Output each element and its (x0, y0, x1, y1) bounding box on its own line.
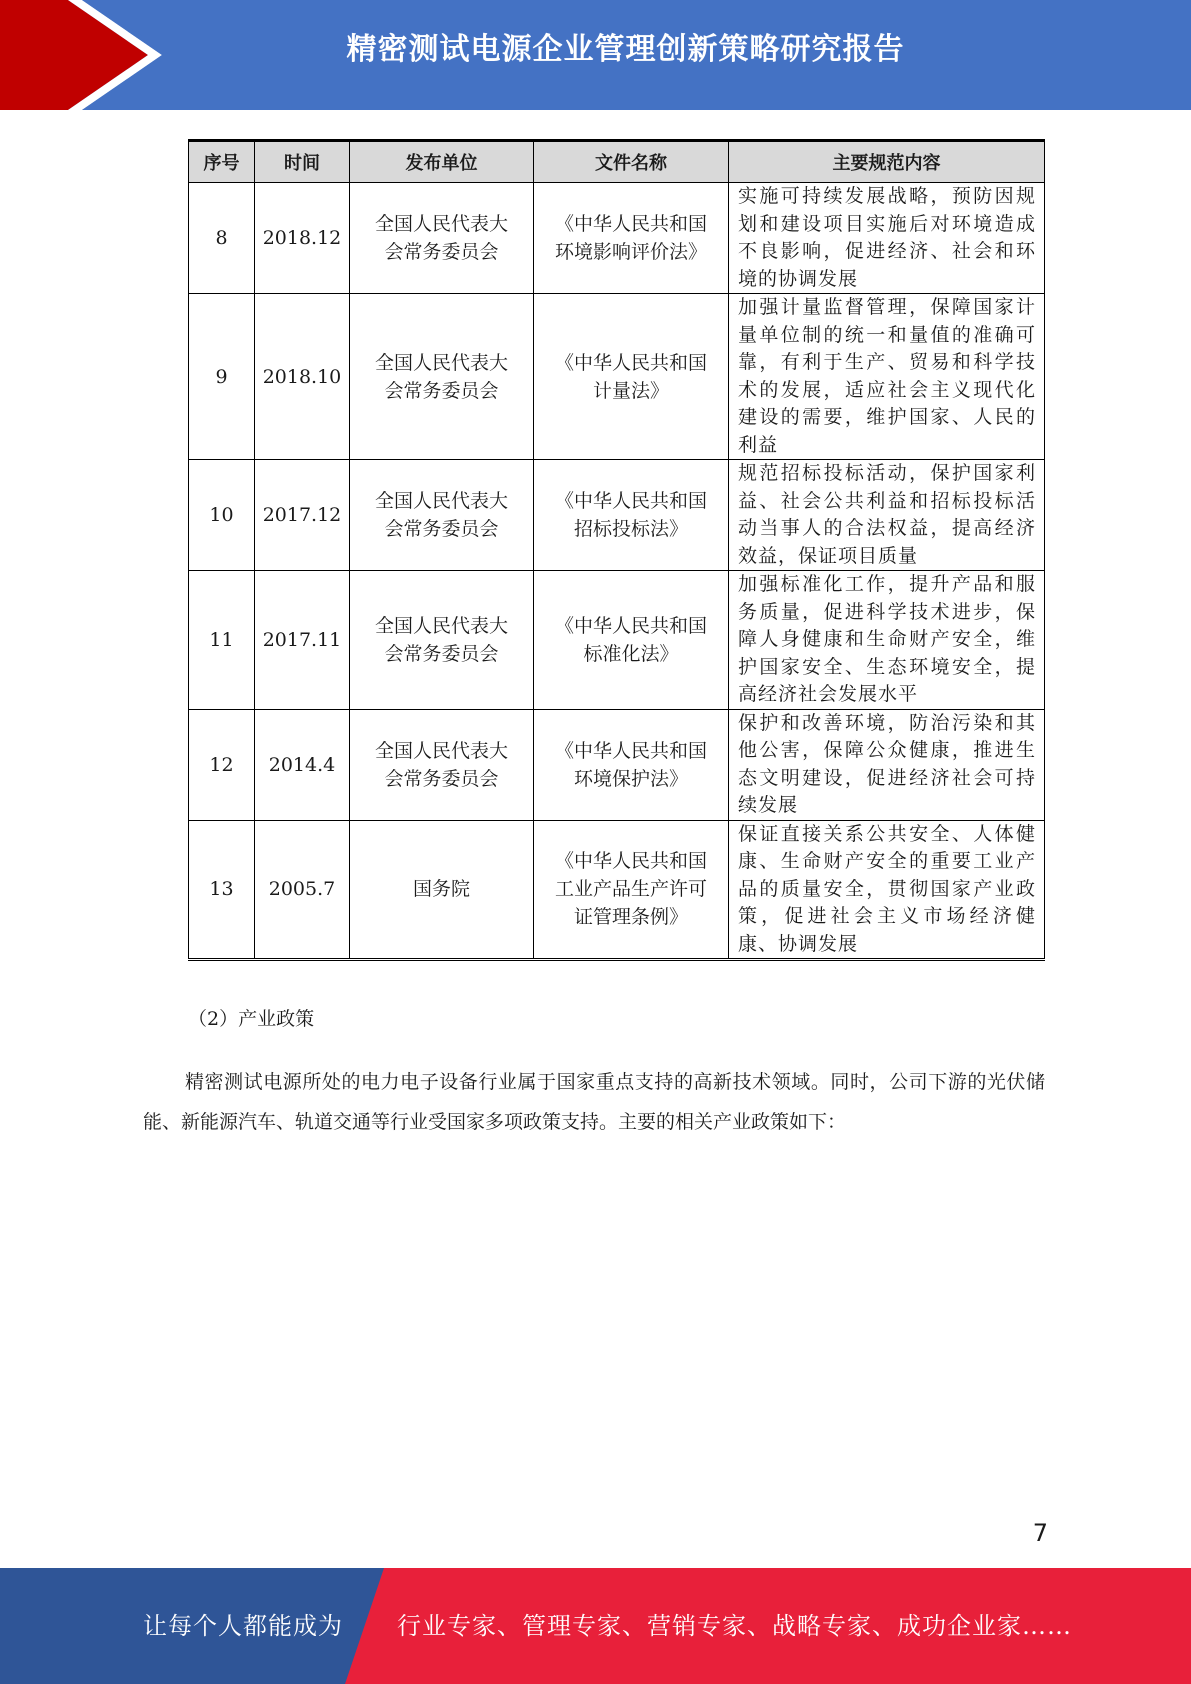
cell-time: 2014.4 (255, 709, 350, 820)
page-number: 7 (1032, 1519, 1048, 1547)
footer-slogan-right: 行业专家、管理专家、营销专家、战略专家、成功企业家…… (397, 1612, 1072, 1640)
document-text: 《中华人民共和国环境影响评价法》 (554, 213, 707, 263)
cell-document (534, 183, 729, 294)
cell-document (534, 294, 729, 460)
document-text: 《中华人民共和国工业产品生产许可证管理条例》 (554, 850, 707, 929)
cell-content: 规范招标投标活动，保护国家利益、社会公共利益和招标投标活动当事人的合法权益，提高经济效益，保证项目质量 (729, 460, 1045, 571)
cell-no: 9 (189, 294, 255, 460)
report-title: 精密测试电源企业管理创新策略研究报告 (346, 32, 905, 67)
cell-content: 保证直接关系公共安全、人体健康、生命财产安全的重要工业产品的质量安全，贯彻国家产业政策，促进社会主义市场经济健康、协调发展 (729, 820, 1045, 960)
cell-issuer (350, 460, 534, 571)
cell-no: 10 (189, 460, 255, 571)
cell-document (534, 460, 729, 571)
footer-slogan-left: 让每个人都能成为 (143, 1612, 343, 1640)
document-text: 《中华人民共和国标准化法》 (554, 614, 707, 665)
table-header-row (189, 141, 1045, 183)
column-header-issuer: 发布单位 (350, 141, 534, 183)
column-header-time: 时间 (255, 141, 350, 183)
cell-issuer (350, 709, 534, 820)
document-text: 《中华人民共和国招标投标法》 (554, 490, 707, 540)
cell-document (534, 571, 729, 710)
cell-content: 加强标准化工作，提升产品和服务质量，促进科学技术进步，保障人身健康和生命财产安全，维护国家安全、生态环境安全，提高经济社会发展水平 (729, 571, 1045, 710)
cell-no: 11 (189, 571, 255, 710)
issuer-text: 全国人民代表大会常务委员会 (374, 614, 508, 665)
issuer-text: 国务院 (412, 878, 470, 901)
column-header-no: 序号 (189, 141, 255, 183)
cell-time: 2018.12 (255, 183, 350, 294)
document-text: 《中华人民共和国环境保护法》 (554, 739, 707, 790)
cell-content: 保护和改善环境，防治污染和其他公害，保障公众健康，推进生态文明建设，促进经济社会可持续发展 (729, 709, 1045, 820)
cell-content: 加强计量监督管理，保障国家计量单位制的统一和量值的准确可靠，有利于生产、贸易和科学技术的发展，适应社会主义现代化建设的需要，维护国家、人民的利益 (729, 294, 1045, 460)
page-header (0, 0, 1191, 110)
issuer-text: 全国人民代表大会常务委员会 (374, 739, 508, 790)
cell-issuer (350, 183, 534, 294)
issuer-text: 全国人民代表大会常务委员会 (374, 213, 508, 263)
body-paragraph: 精密测试电源所处的电力电子设备行业属于国家重点支持的高新技术领域。同时，公司下游的光伏储能、新能源汽车、轨道交通等行业受国家多项政策支持。主要的相关产业政策如下： (143, 1071, 1045, 1133)
column-header-document: 文件名称 (534, 141, 729, 183)
cell-no: 13 (189, 820, 255, 960)
cell-time: 2017.11 (255, 571, 350, 710)
cell-no: 12 (189, 709, 255, 820)
issuer-text: 全国人民代表大会常务委员会 (374, 490, 508, 540)
issuer-text: 全国人民代表大会常务委员会 (374, 351, 508, 402)
table-row (189, 709, 1045, 820)
cell-time: 2017.12 (255, 460, 350, 571)
table-row (189, 183, 1045, 294)
table-row (189, 294, 1045, 460)
cell-document (534, 820, 729, 960)
cell-no: 8 (189, 183, 255, 294)
table-row (189, 460, 1045, 571)
cell-content: 实施可持续发展战略，预防因规划和建设项目实施后对环境造成不良影响，促进经济、社会和环境的协调发展 (729, 183, 1045, 294)
cell-issuer (350, 571, 534, 710)
cell-issuer (350, 294, 534, 460)
document-text: 《中华人民共和国计量法》 (554, 351, 707, 402)
cell-document (534, 709, 729, 820)
page-footer (0, 1568, 1191, 1684)
cell-issuer (350, 820, 534, 960)
regulations-table (188, 139, 1045, 961)
table-row (189, 820, 1045, 960)
section-subheading: （2）产业政策 (188, 1008, 315, 1030)
cell-time: 2005.7 (255, 820, 350, 960)
column-header-content: 主要规范内容 (729, 141, 1045, 183)
cell-time: 2018.10 (255, 294, 350, 460)
table-row (189, 571, 1045, 710)
